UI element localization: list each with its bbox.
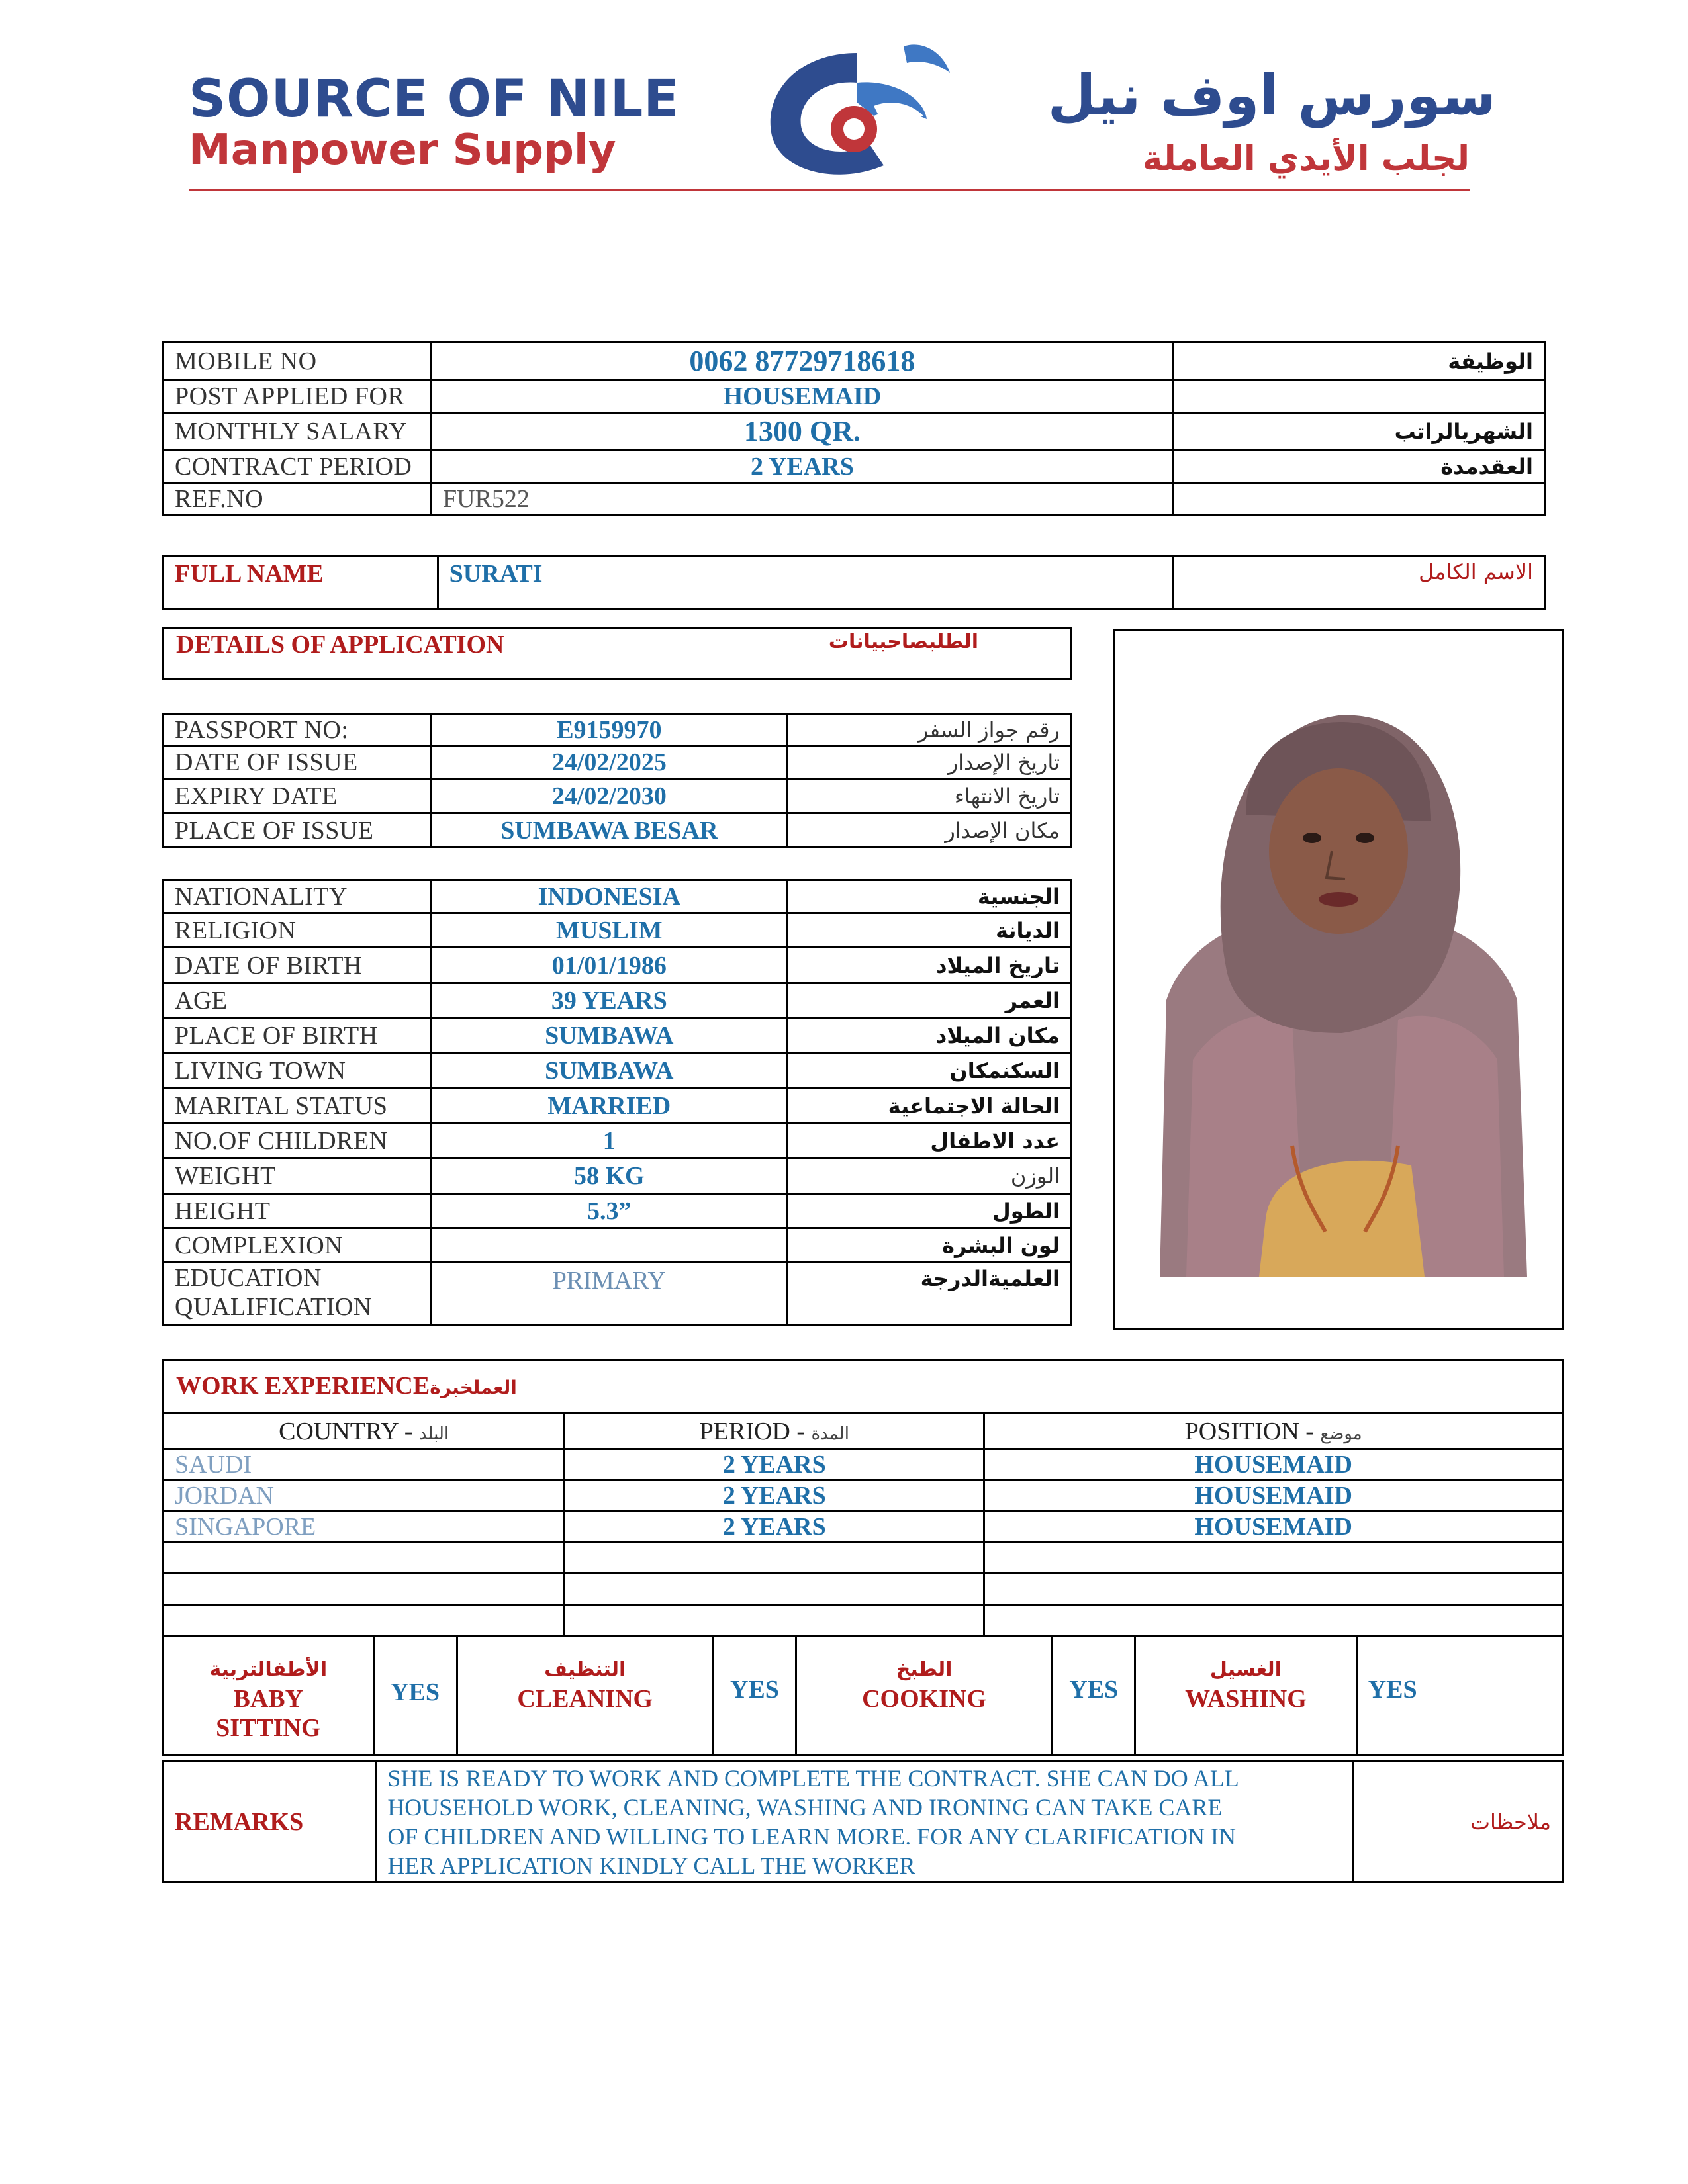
date-of-issue-value: 24/02/2025 xyxy=(431,746,788,779)
remarks-line3: OF CHILDREN AND WILLING TO LEARN MORE. FOR ANY CLARIFICATION IN xyxy=(387,1823,1236,1850)
height-ar: الطول xyxy=(787,1194,1071,1228)
company-logo xyxy=(758,33,957,185)
country-cell: SINGAPORE xyxy=(164,1512,565,1543)
full-name-ar-label: الاسم الكامل xyxy=(1173,556,1544,609)
date-of-issue-label: DATE OF ISSUE xyxy=(164,746,432,779)
table-row xyxy=(164,450,1545,483)
personal-table xyxy=(162,879,1072,1326)
position-cell: HOUSEMAID xyxy=(984,1449,1563,1480)
dob-value: 01/01/1986 xyxy=(431,948,787,983)
complexion-value xyxy=(431,1228,787,1263)
remarks-row xyxy=(164,1762,1563,1882)
marital-status-ar: الحالة الاجتماعية xyxy=(787,1088,1071,1124)
age-ar: العمر xyxy=(787,983,1071,1018)
religion-ar: الديانة xyxy=(787,913,1071,948)
skill-cooking-en1: COOKING xyxy=(862,1685,986,1713)
height-label: HEIGHT xyxy=(164,1194,432,1228)
company-name-en: SOURCE OF NILE xyxy=(189,69,680,129)
applicant-photo xyxy=(1147,689,1537,1277)
company-name-ar: سورس اوف نيل xyxy=(1047,63,1496,128)
remarks-label: REMARKS xyxy=(164,1762,376,1882)
table-row xyxy=(164,1263,1072,1325)
col-country-ar: البلد xyxy=(418,1424,449,1444)
table-row xyxy=(164,483,1545,515)
refno-label: REF.NO xyxy=(164,483,432,515)
period-cell: 2 YEARS xyxy=(565,1512,984,1543)
place-of-issue-ar: مكان الإصدار xyxy=(788,813,1072,848)
table-row xyxy=(164,413,1545,450)
work-experience-header xyxy=(162,1359,1564,1414)
marital-status-label: MARITAL STATUS xyxy=(164,1088,432,1124)
table-row xyxy=(164,983,1072,1018)
nationality-label: NATIONALITY xyxy=(164,880,432,913)
table-row xyxy=(164,1480,1563,1512)
table-row xyxy=(164,1512,1563,1543)
table-row xyxy=(164,746,1072,779)
children-value: 1 xyxy=(431,1124,787,1158)
living-town-label: LIVING TOWN xyxy=(164,1054,432,1088)
skill-washing-en1: WASHING xyxy=(1185,1685,1307,1713)
table-row xyxy=(164,913,1072,948)
skill-baby-sitting xyxy=(164,1636,374,1755)
remarks-text xyxy=(376,1762,1354,1882)
table-row xyxy=(164,779,1072,813)
education-value: PRIMARY xyxy=(431,1263,787,1325)
skill-baby-sitting-ar: الأطفالتربية xyxy=(209,1658,328,1681)
place-of-birth-ar: مكان الميلاد xyxy=(787,1018,1071,1054)
date-of-issue-ar: تاريخ الإصدار xyxy=(788,746,1072,779)
skill-baby-sitting-en2: SITTING xyxy=(216,1714,321,1742)
weight-ar: الوزن xyxy=(787,1158,1071,1194)
position-cell: HOUSEMAID xyxy=(984,1512,1563,1543)
company-tagline-ar: لجلب الأيدي العاملة xyxy=(1142,139,1470,179)
height-value: 5.3” xyxy=(431,1194,787,1228)
table-row xyxy=(164,380,1545,413)
religion-label: RELIGION xyxy=(164,913,432,948)
col-position xyxy=(984,1414,1563,1449)
expiry-date-label: EXPIRY DATE xyxy=(164,779,432,813)
refno-ar-label xyxy=(1173,483,1544,515)
skill-cooking-ar: الطبخ xyxy=(896,1658,953,1681)
work-experience-title-ar: العملخبرة xyxy=(430,1377,517,1398)
living-town-ar: السكنمكان xyxy=(787,1054,1071,1088)
passport-table xyxy=(162,713,1072,848)
photo-frame xyxy=(1113,629,1564,1330)
weight-label: WEIGHT xyxy=(164,1158,432,1194)
nationality-ar: الجنسية xyxy=(787,880,1071,913)
remarks-line4: HER APPLICATION KINDLY CALL THE WORKER xyxy=(387,1852,915,1879)
religion-value: MUSLIM xyxy=(431,913,787,948)
dob-ar: تاريخ الميلاد xyxy=(787,948,1071,983)
passport-no-label: PASSPORT NO: xyxy=(164,714,432,746)
col-country xyxy=(164,1414,565,1449)
period-cell xyxy=(565,1605,984,1636)
table-row xyxy=(164,1018,1072,1054)
period-cell: 2 YEARS xyxy=(565,1480,984,1512)
details-header-box xyxy=(162,627,1072,680)
col-period-en: PERIOD - xyxy=(699,1417,812,1445)
skill-baby-sitting-en1: BABY xyxy=(233,1685,304,1713)
education-label-line1: EDUCATION xyxy=(175,1264,322,1292)
education-ar: العلميةالدرجة xyxy=(787,1263,1071,1325)
skill-cleaning-en1: CLEANING xyxy=(517,1685,653,1713)
age-value: 39 YEARS xyxy=(431,983,787,1018)
table-row xyxy=(164,343,1545,380)
table-row xyxy=(164,1158,1072,1194)
age-label: AGE xyxy=(164,983,432,1018)
period-cell xyxy=(565,1574,984,1605)
details-header-label: DETAILS OF APPLICATION xyxy=(176,631,504,659)
marital-status-value: MARRIED xyxy=(431,1088,787,1124)
table-row xyxy=(164,1543,1563,1574)
table-row xyxy=(164,1124,1072,1158)
contract-label: CONTRACT PERIOD xyxy=(164,450,432,483)
place-of-birth-value: SUMBAWA xyxy=(431,1018,787,1054)
company-tagline-en: Manpower Supply xyxy=(189,126,616,175)
period-cell xyxy=(565,1543,984,1574)
full-name-value: SURATI xyxy=(438,556,1173,609)
header-divider xyxy=(189,189,1470,191)
col-period-ar: المدة xyxy=(811,1424,849,1444)
skills-row xyxy=(164,1636,1563,1755)
remarks-line1: SHE IS READY TO WORK AND COMPLETE THE CONTRACT. SHE CAN DO ALL xyxy=(387,1765,1239,1792)
position-cell xyxy=(984,1605,1563,1636)
post-value: HOUSEMAID xyxy=(431,380,1173,413)
col-period xyxy=(565,1414,984,1449)
col-position-en: POSITION - xyxy=(1184,1417,1321,1445)
table-row xyxy=(164,714,1072,746)
salary-ar-label: الشهريالراتب xyxy=(1173,413,1544,450)
col-position-ar: موضع xyxy=(1320,1424,1362,1444)
skill-cooking xyxy=(796,1636,1052,1755)
nationality-value: INDONESIA xyxy=(431,880,787,913)
skills-table xyxy=(162,1635,1564,1756)
complexion-label: COMPLEXION xyxy=(164,1228,432,1263)
remarks-ar: ملاحظات xyxy=(1354,1762,1563,1882)
contract-value: 2 YEARS xyxy=(431,450,1173,483)
skill-cleaning-answer: YES xyxy=(713,1636,796,1755)
table-row xyxy=(164,1228,1072,1263)
top-info-table xyxy=(162,341,1546,516)
place-of-issue-label: PLACE OF ISSUE xyxy=(164,813,432,848)
table-row xyxy=(164,1449,1563,1480)
skill-washing-answer: YES xyxy=(1356,1636,1562,1755)
refno-value: FUR522 xyxy=(431,483,1173,515)
living-town-value: SUMBAWA xyxy=(431,1054,787,1088)
work-experience-title xyxy=(176,1371,517,1400)
table-row xyxy=(164,1054,1072,1088)
contract-ar-label: العقدمدة xyxy=(1173,450,1544,483)
country-cell xyxy=(164,1574,565,1605)
work-experience-title-en: WORK EXPERIENCE xyxy=(176,1372,430,1400)
salary-label: MONTHLY SALARY xyxy=(164,413,432,450)
place-of-issue-value: SUMBAWA BESAR xyxy=(431,813,788,848)
country-cell xyxy=(164,1605,565,1636)
work-experience-header-row xyxy=(164,1414,1563,1449)
table-row xyxy=(164,1574,1563,1605)
table-row xyxy=(164,880,1072,913)
remarks-line2: HOUSEHOLD WORK, CLEANING, WASHING AND IRONING CAN TAKE CARE xyxy=(387,1794,1223,1821)
work-experience-table xyxy=(162,1412,1564,1637)
expiry-date-value: 24/02/2030 xyxy=(431,779,788,813)
weight-value: 58 KG xyxy=(431,1158,787,1194)
table-row xyxy=(164,1194,1072,1228)
skill-washing-ar: الغسيل xyxy=(1209,1658,1282,1681)
education-label-line2: QUALIFICATION xyxy=(175,1293,372,1321)
position-cell xyxy=(984,1574,1563,1605)
country-cell xyxy=(164,1543,565,1574)
position-cell xyxy=(984,1543,1563,1574)
table-row xyxy=(164,1088,1072,1124)
full-name-label: FULL NAME xyxy=(164,556,438,609)
full-name-table xyxy=(162,555,1546,610)
skill-baby-sitting-answer: YES xyxy=(373,1636,457,1755)
details-header-ar: الطلبصاحبيانات xyxy=(828,630,978,653)
post-ar-label xyxy=(1173,380,1544,413)
post-label: POST APPLIED FOR xyxy=(164,380,432,413)
children-label: NO.OF CHILDREN xyxy=(164,1124,432,1158)
mobile-value: 0062 87729718618 xyxy=(431,343,1173,380)
skill-cooking-answer: YES xyxy=(1053,1636,1135,1755)
table-row xyxy=(164,948,1072,983)
mobile-label: MOBILE NO xyxy=(164,343,432,380)
country-cell: JORDAN xyxy=(164,1480,565,1512)
skill-cleaning-ar: التنظيف xyxy=(544,1658,626,1681)
job-ar-label: الوظيفة xyxy=(1173,343,1544,380)
skill-washing xyxy=(1135,1636,1357,1755)
period-cell: 2 YEARS xyxy=(565,1449,984,1480)
skill-cleaning xyxy=(457,1636,713,1755)
passport-no-value: E9159970 xyxy=(431,714,788,746)
col-country-en: COUNTRY - xyxy=(279,1417,419,1445)
complexion-ar: لون البشرة xyxy=(787,1228,1071,1263)
dob-label: DATE OF BIRTH xyxy=(164,948,432,983)
passport-no-ar: رقم جواز السفر xyxy=(788,714,1072,746)
position-cell: HOUSEMAID xyxy=(984,1480,1563,1512)
place-of-birth-label: PLACE OF BIRTH xyxy=(164,1018,432,1054)
country-cell: SAUDI xyxy=(164,1449,565,1480)
table-row xyxy=(164,813,1072,848)
expiry-date-ar: تاريخ الانتهاء xyxy=(788,779,1072,813)
education-label xyxy=(164,1263,432,1325)
children-ar: عدد الاطفال xyxy=(787,1124,1071,1158)
table-row xyxy=(164,1605,1563,1636)
remarks-table xyxy=(162,1760,1564,1883)
salary-value: 1300 QR. xyxy=(431,413,1173,450)
